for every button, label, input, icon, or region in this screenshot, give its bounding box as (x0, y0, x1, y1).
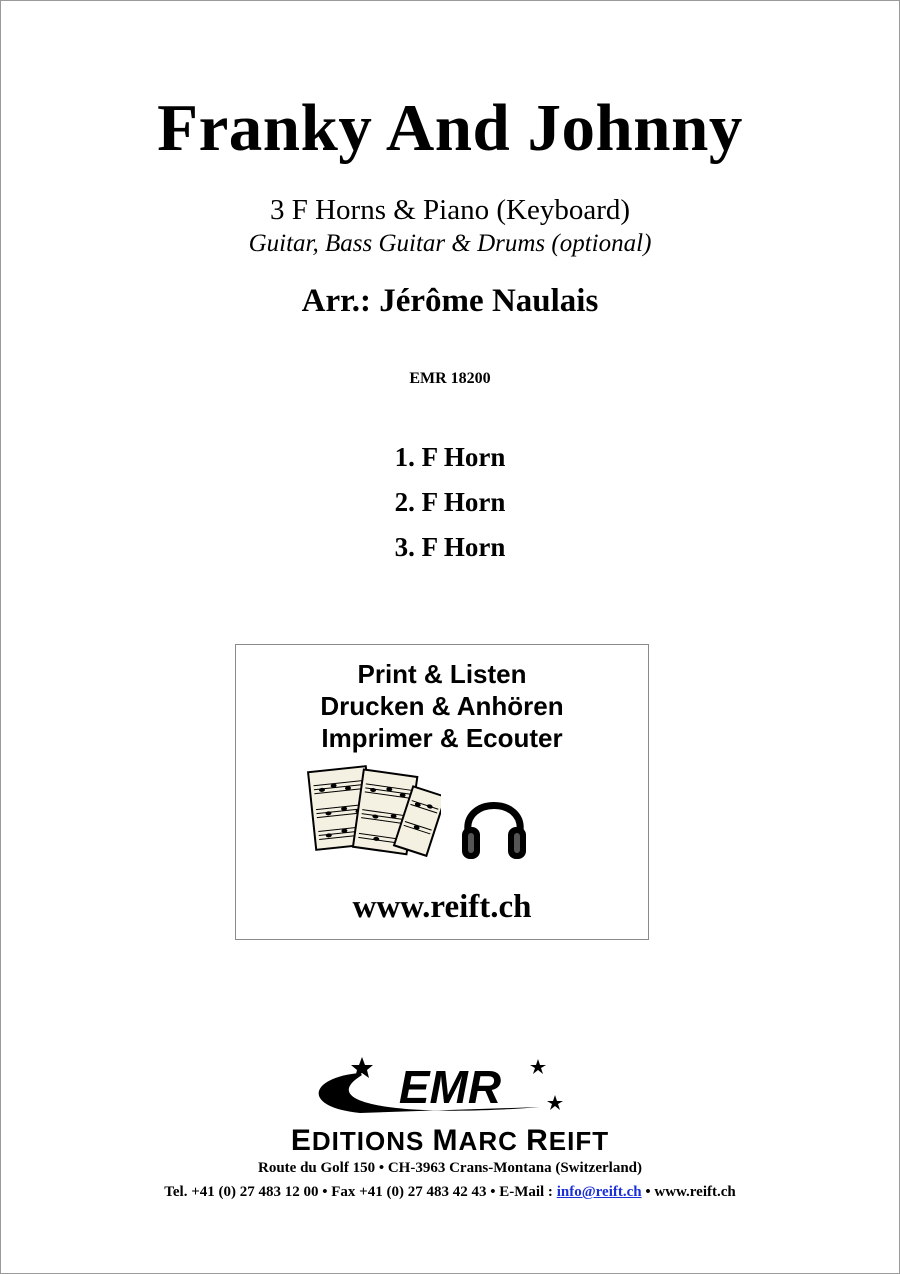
publisher-contact (0, 1184, 900, 1201)
promo-website: www.reift.ch (352, 889, 532, 925)
page-title: Franky And Johnny (157, 91, 743, 165)
part-label: 3. F Horn (394, 532, 506, 562)
print-listen-box (235, 644, 649, 940)
emr-logo (300, 1055, 600, 1123)
publisher-name: EDITIONS MARC REIFT (290, 1124, 610, 1157)
instrumentation: 3 F Horns & Piano (Keyboard) (269, 194, 631, 226)
email-link[interactable]: info@reift.ch (556, 1184, 642, 1200)
promo-line-english: Print & Listen (357, 659, 527, 689)
sheet-music-icon (306, 763, 441, 863)
arranger: Arr.: Jérôme Naulais (301, 283, 599, 319)
emr-logo-text: EMR (398, 1061, 502, 1113)
part-label: 1. F Horn (394, 442, 506, 472)
optional-instruments: Guitar, Bass Guitar & Drums (optional) (248, 230, 652, 257)
part-label: 2. F Horn (394, 487, 506, 517)
headphones-icon (458, 785, 530, 865)
promo-line-german: Drucken & Anhören (320, 691, 564, 721)
contact-phone-fax: Tel. +41 (0) 27 483 12 00 • Fax +41 (0) 27 483 42 43 • E-Mail : (164, 1184, 557, 1200)
catalog-code: EMR 18200 (409, 370, 491, 387)
contact-website: • www.reift.ch (641, 1184, 736, 1200)
publisher-address: Route du Golf 150 • CH-3963 Crans-Montana (Switzerland) (258, 1160, 642, 1176)
promo-line-french: Imprimer & Ecouter (321, 723, 563, 753)
